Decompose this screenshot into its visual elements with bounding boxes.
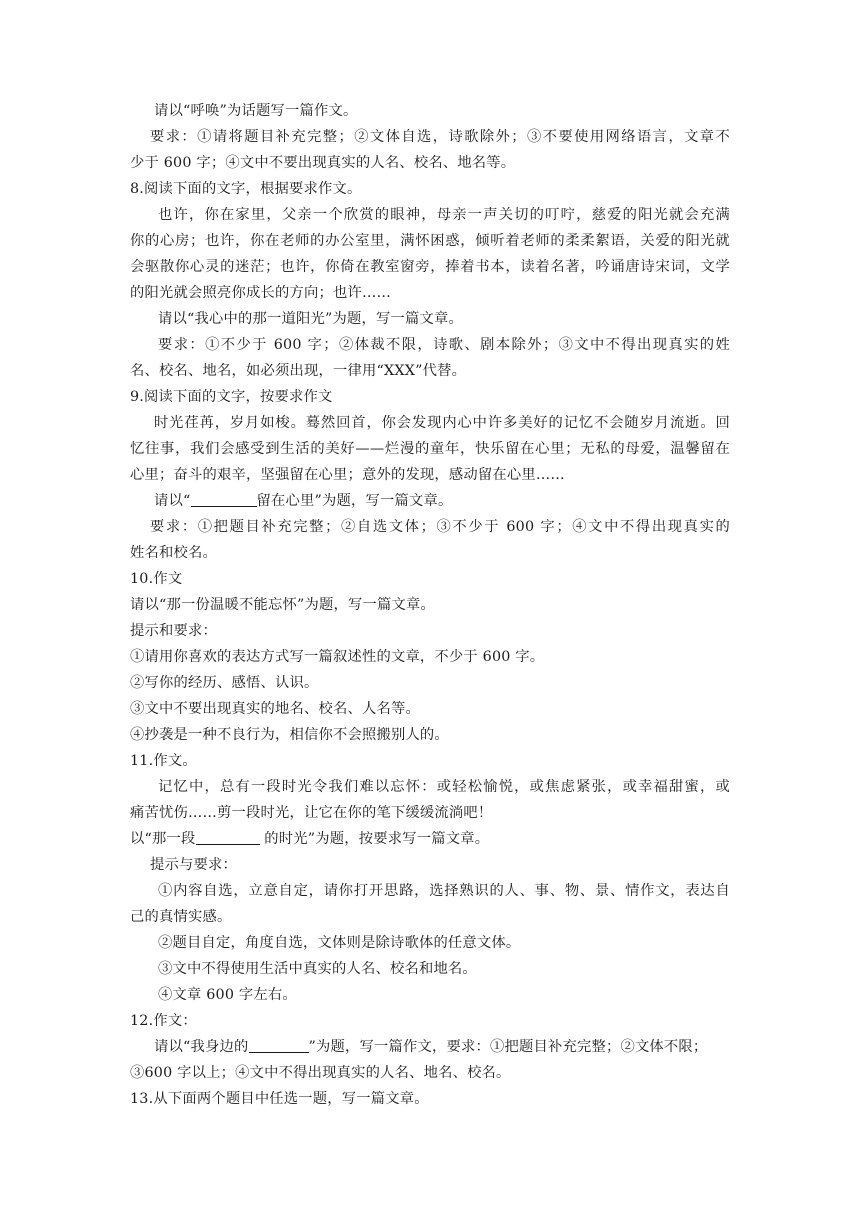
text-line: ①内容自选，立意自定，请你打开思路，选择熟识的人、事、物、景、情作文，表达自 [158,883,730,899]
text-line: 痛苦忧伤……剪一段时光，让它在你的笔下缓缓流淌吧！ [130,805,493,821]
text-line [130,488,730,514]
question-heading: 9.阅读下面的文字，按要求作文 [130,389,333,405]
text-line: ③文中不要出现真实的地名、校名、人名等。 [130,701,420,717]
text-segment: 的时光”为题，按要求写一篇文章。 [259,831,490,847]
text-segment: 留在心里”为题，写一篇文章。 [256,493,453,509]
text-line: ②写你的经历、感悟、认识。 [130,675,319,691]
question-heading: 10.作文 [130,571,183,587]
text-line: 会驱散你心灵的迷茫；也许，你倚在教室窗旁，捧着书本，读着名著，吟诵唐诗宋词，文学 [130,259,730,275]
text-line: ③文中不得使用生活中真实的人名、校名和地名。 [158,961,477,977]
text-line: 名、校名、地名，如必须出现，一律用“XXX”代替。 [130,363,467,379]
text-line: 要求：①请将题目补充完整；②文体自选，诗歌除外；③不要使用网络语言，文章不 [150,129,730,145]
text-line: 也许，你在家里，父亲一个欣赏的眼神，母亲一声关切的叮咛，慈爱的阳光就会充满 [158,207,730,223]
text-line: 提示和要求： [130,623,217,639]
question-heading: 13.从下面两个题目中任选一题，写一篇文章。 [130,1091,429,1107]
text-segment: 以“那一段 [130,831,196,847]
text-line: 请以“我心中的那一道阳光”为题，写一篇文章。 [158,311,463,327]
fill-blank [196,828,260,845]
text-line: ②题目自定，角度自选，文体则是除诗歌体的任意文体。 [158,935,521,951]
question-heading: 11.作文。 [130,753,197,769]
text-segment: ”为题，写一篇作文，要求：①把题目补充完整；②文体不限； [308,1039,708,1055]
text-line: 你的心房；也许，你在老师的办公室里，满怀困惑，倾听着老师的柔柔絮语，关爱的阳光就 [130,233,730,249]
text-line: 提示与要求： [150,857,237,873]
text-line: 姓名和校名。 [130,545,217,561]
text-line: 心里；奋斗的艰辛，坚强留在心里；意外的发现，感动留在心里…… [130,467,565,483]
text-line: 请以“那一份温暖不能忘怀”为题，写一篇文章。 [130,597,435,613]
text-line: 要求：①把题目补充完整；②自选文体；③不少于 600 字；④文中不得出现真实的 [150,519,730,535]
text-line [130,1034,730,1060]
question-heading: 8.阅读下面的文字，根据要求作文。 [130,181,362,197]
text-line: 的阳光就会照亮你成长的方向；也许…… [130,285,391,301]
text-line: ③600 字以上；④文中不得出现真实的人名、地名、校名。 [130,1065,511,1081]
text-line: 己的真情实感。 [130,909,232,925]
text-line: 忆往事，我们会感受到生活的美好——烂漫的童年，快乐留在心里；无私的母爱，温馨留在 [130,441,730,457]
question-heading: 12.作文： [130,1013,197,1029]
text-segment: 请以“我身边的 [154,1039,249,1055]
text-line: ④文章 600 字左右。 [158,987,297,1003]
text-line: 少于 600 字；④文中不要出现真实的人名、校名、地名等。 [130,155,516,171]
fill-blank [191,490,257,507]
fill-blank [249,1036,309,1053]
text-line: 要求：①不少于 600 字；②体裁不限，诗歌、剧本除外；③文中不得出现真实的姓 [158,337,730,353]
text-line [130,826,730,852]
text-line: ①请用你喜欢的表达方式写一篇叙述性的文章，不少于 600 字。 [130,649,545,665]
text-line: ④抄袭是一种不良行为，相信你不会照搬别人的。 [130,727,449,743]
text-segment: 请以“ [154,493,191,509]
text-line: 记忆中，总有一段时光令我们难以忘怀：或轻松愉悦，或焦虑紧张，或幸福甜蜜，或 [158,779,730,795]
document-body [130,98,730,1112]
text-line: 请以“呼唤”为话题写一篇作文。 [154,103,358,119]
text-line: 时光荏苒，岁月如梭。蓦然回首，你会发现内心中许多美好的记忆不会随岁月流逝。回 [154,415,730,431]
